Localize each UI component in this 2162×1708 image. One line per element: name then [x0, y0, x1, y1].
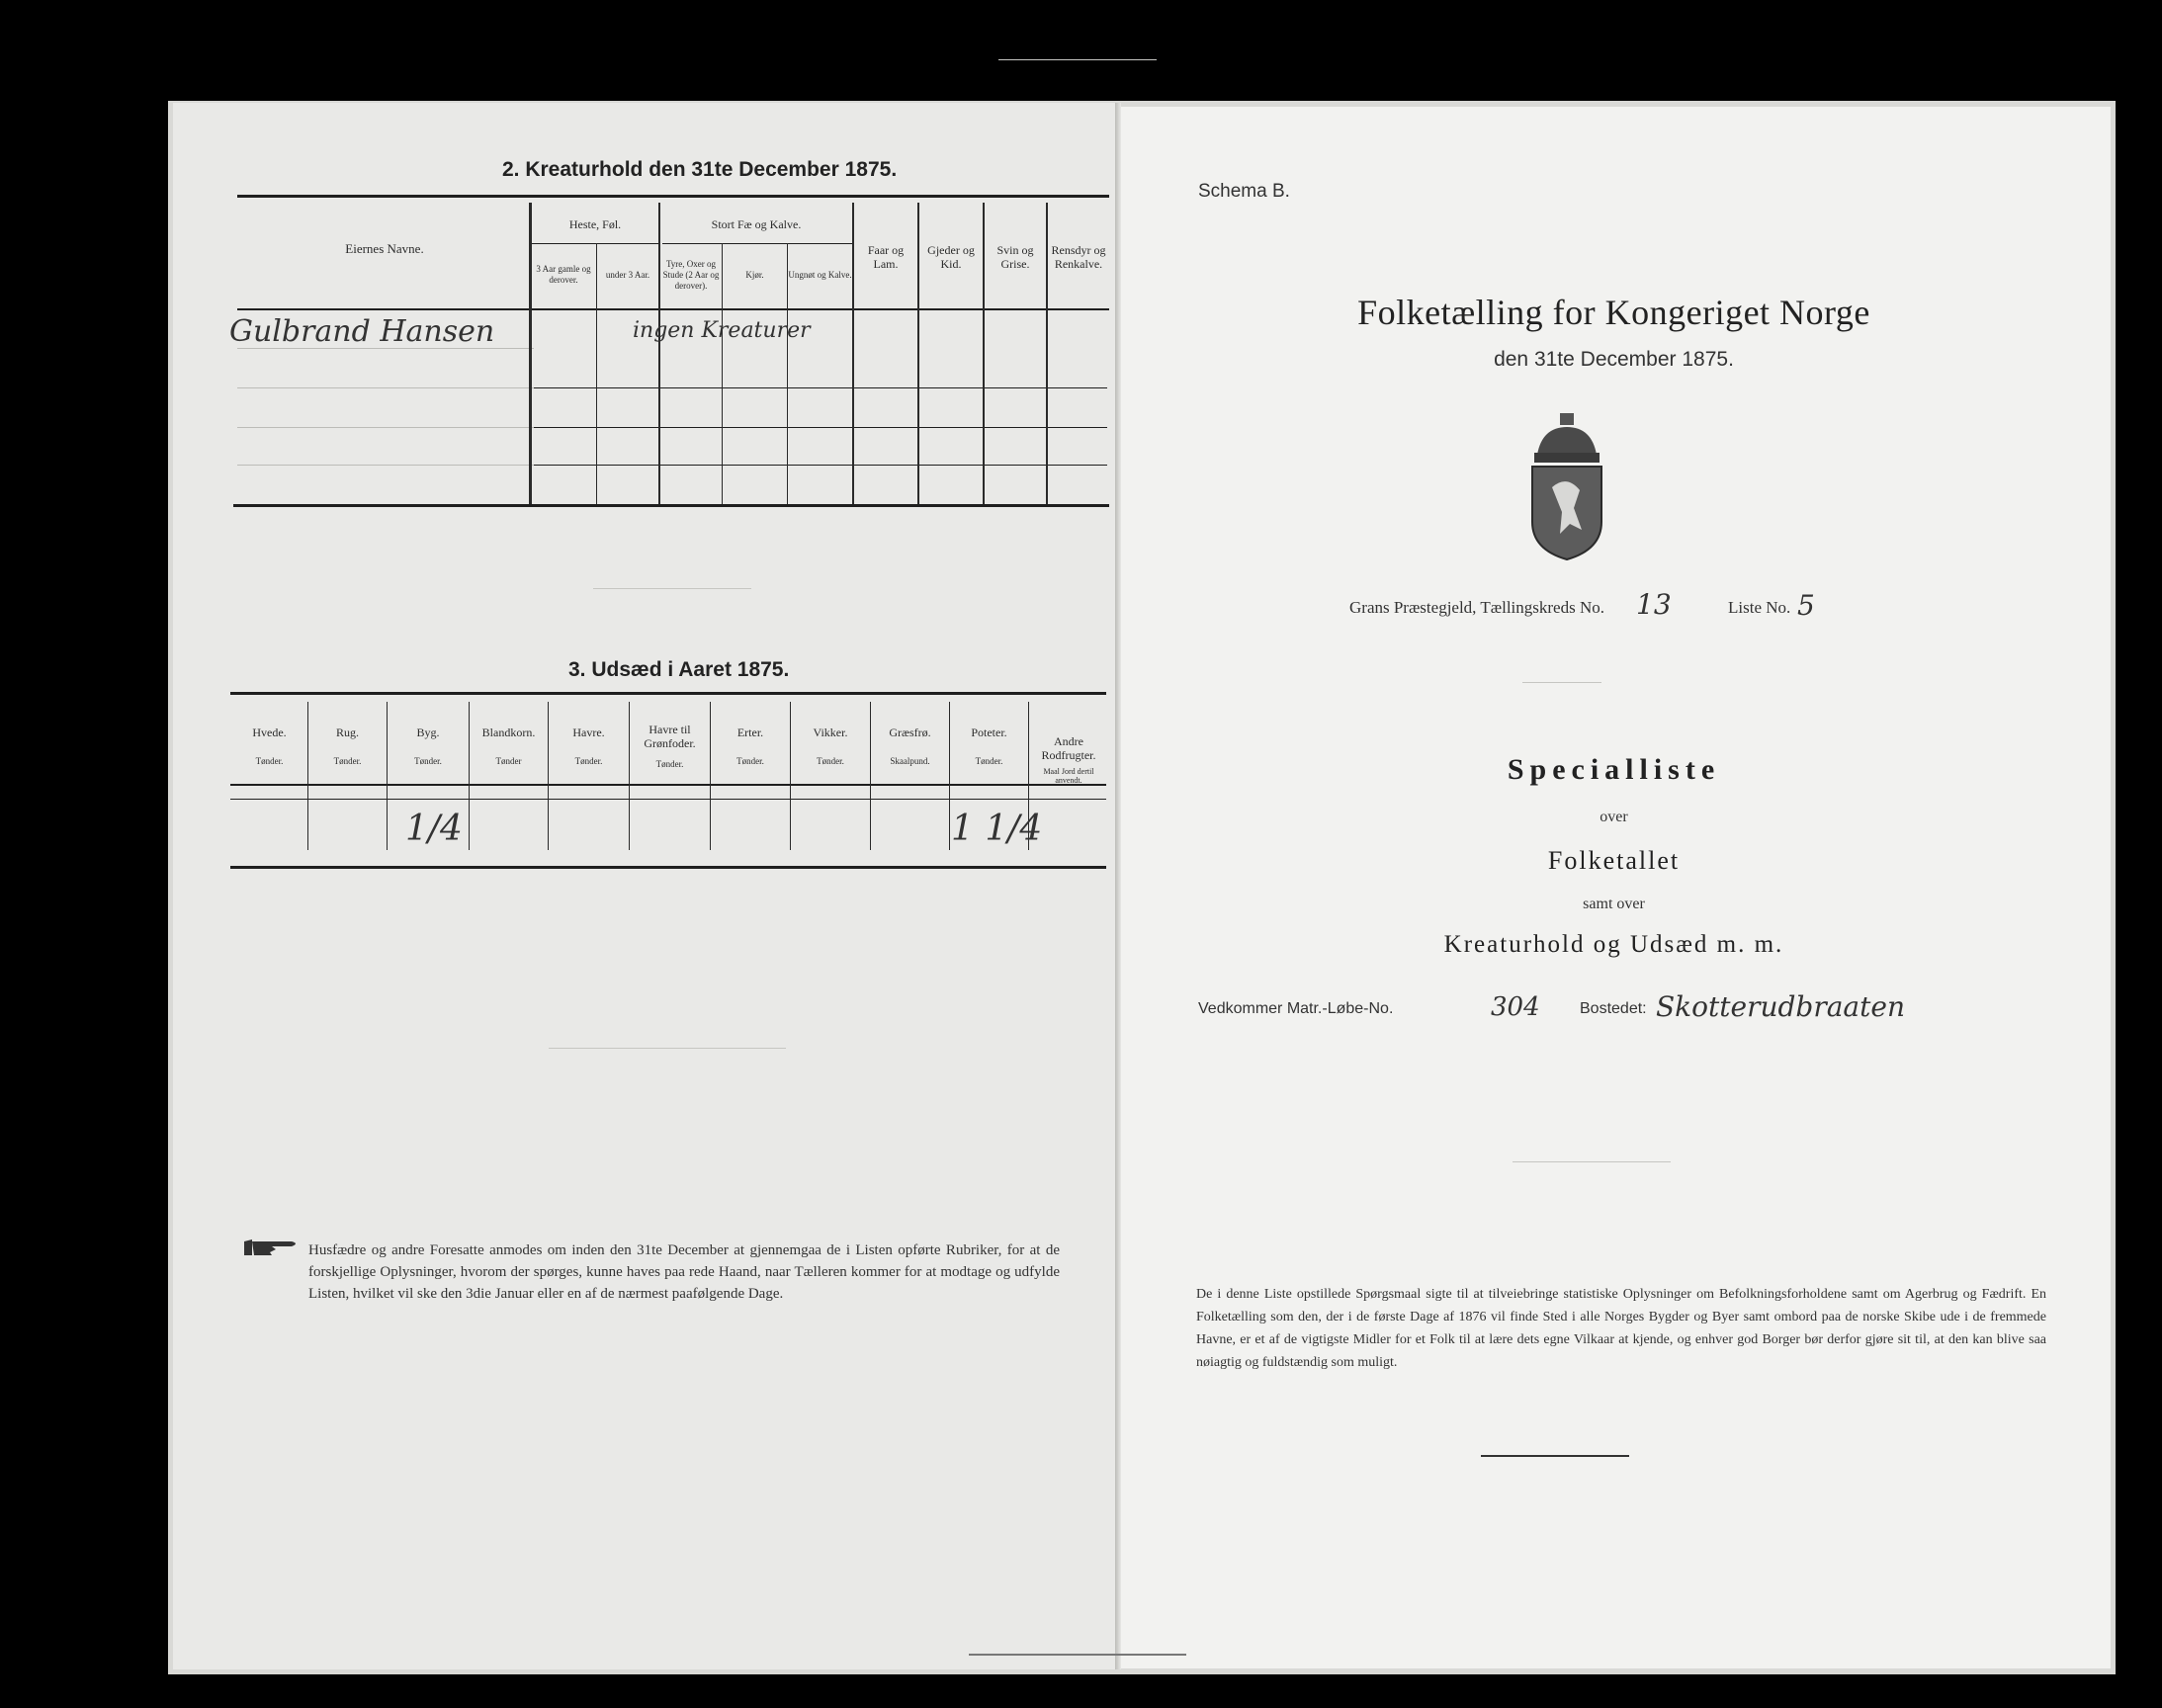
udsaed-col-name: Erter. — [736, 726, 764, 739]
group-heste-header: Heste, Føl. — [568, 217, 622, 231]
owner-name-entry: Gulbrand Hansen — [229, 314, 495, 349]
udsaed-col-name: Havre. — [572, 726, 605, 739]
bosted-label: Bostedet: — [1580, 1000, 1647, 1017]
livestock-entry-note: ingen Kreaturer — [633, 318, 811, 343]
heste-under-header: under 3 Aar. — [605, 269, 650, 280]
udsaed-col-name: Rug. — [335, 726, 359, 739]
liste-label: Liste No. — [1728, 598, 1791, 617]
intro-paragraph: De i denne Liste opstillede Spørgsmaal sigte til at tilveiebringe statistiske Oplysninger om Befolkningsforholdene samt om Agerbrug og Fædrift. En Folketælling som den, der i de første Dage af 1876 vil finde Sted i alle Norges Bygder og Byer samt ombord paa de norske Skibe ude i de fremmede Havne, er et af de vigtigste Midler for et Folk til at lære dets egne Vilkaar at kjende, og enhver god Borger bør derfor gjøre sit til, at den kan blive saa nøiagtig og fuldstændig som muligt. — [1196, 1287, 2046, 1370]
udsaed-col-name: Græsfrø. — [889, 726, 931, 739]
ghost-line — [593, 588, 751, 589]
poteter-value-entry: 1 1/4 — [951, 809, 1043, 849]
udsaed-col-unit: Tønder. — [333, 755, 362, 766]
folketallet-heading: Folketallet — [1547, 846, 1681, 875]
col-faar-header: Faar og Lam. — [867, 243, 905, 271]
main-title: Folketælling for Kongeriget Norge — [1357, 293, 1870, 332]
group-stort-header: Stort Fæ og Kalve. — [711, 217, 802, 231]
ghost-line — [1513, 1161, 1671, 1162]
kreaturhold-udsaed-heading: Kreaturhold og Udsæd m. m. — [1443, 931, 1784, 958]
stort-ungnot-header: Ungnøt og Kalve. — [788, 269, 852, 280]
bosted-value: Skotterudbraaten — [1656, 990, 1905, 1023]
udsaed-title: 3. Udsæd i Aaret 1875. — [568, 658, 790, 681]
byg-value-entry: 1/4 — [405, 809, 463, 849]
udsaed-col-unit: Tønder. — [655, 758, 684, 769]
matr-number: 304 — [1491, 992, 1540, 1022]
udsaed-col-name: Andre Rodfrugter. — [1041, 734, 1096, 762]
col-rensdyr-header: Rensdyr og Renkalve. — [1051, 243, 1106, 271]
ghost-line — [549, 1048, 786, 1049]
schema-label: Schema B. — [1198, 181, 1290, 202]
udsaed-col-name: Hvede. — [252, 726, 287, 739]
udsaed-col-unit: Tønder. — [574, 755, 603, 766]
kreaturhold-title: 2. Kreaturhold den 31te December 1875. — [502, 158, 898, 181]
udsaed-col-name: Vikker. — [813, 726, 848, 739]
col-svin-header: Svin og Grise. — [996, 243, 1034, 271]
udsaed-col-name: Poteter. — [971, 726, 1007, 739]
notice-text: Husfædre og andre Foresatte anmodes om inden den 31te December at gjennemgaa de i Listen opførte Rubriker, for at de forskjellige Oplysninger, hvorom der spørges, kunne haves paa rede Haand, naar Tælleren kommer for at modtage og udfylde Listen, hvilket vil ske den 3die Januar eller en af de nærmest paafølgende Dage. — [308, 1242, 1060, 1302]
page-fold — [1115, 103, 1121, 1669]
ghost-line — [1522, 682, 1601, 683]
udsaed-col-name: Blandkorn. — [481, 726, 536, 739]
heste-3aar-header: 3 Aar gamle og derover. — [536, 264, 591, 285]
stort-tyre-header: Tyre, Oxer og Stude (2 Aar og derover). — [662, 258, 720, 291]
stort-kjor-header: Kjør. — [745, 269, 764, 280]
col-gjeder-header: Gjeder og Kid. — [927, 243, 975, 271]
matr-label: Vedkommer Matr.-Løbe-No. — [1198, 1000, 1394, 1017]
bottom-scratch — [969, 1654, 1186, 1656]
coat-of-arms-icon — [1522, 413, 1611, 566]
udsaed-col-unit: Tønder. — [255, 755, 284, 766]
right-page — [1117, 107, 2111, 1668]
udsaed-col-unit: Tønder. — [975, 755, 1003, 766]
kreds-number: 13 — [1636, 588, 1672, 621]
udsaed-col-name: Byg. — [416, 726, 440, 739]
over-text: over — [1600, 809, 1628, 825]
udsaed-col-unit: Tønder. — [817, 755, 844, 766]
udsaed-col-name: Havre til Grønfoder. — [644, 723, 696, 750]
ghost-line — [998, 59, 1157, 60]
udsaed-col-unit: Tønder. — [414, 755, 442, 766]
udsaed-col-unit: Tønder. — [736, 755, 764, 766]
specialliste-heading: Specialliste — [1507, 753, 1721, 786]
pointing-hand-icon — [242, 1236, 302, 1264]
col-owner-header: Eiernes Navne. — [345, 241, 424, 256]
census-date: den 31te December 1875. — [1494, 348, 1734, 371]
liste-number: 5 — [1797, 589, 1815, 622]
prestegjeld-label: Grans Præstegjeld, Tællingskreds No. — [1349, 598, 1604, 617]
closing-rule — [1481, 1455, 1629, 1457]
samt-over-text: samt over — [1583, 896, 1645, 912]
udsaed-col-unit: Maal Jord dertil anvendt. — [1043, 767, 1094, 785]
udsaed-col-unit: Skaalpund. — [890, 755, 930, 766]
udsaed-col-unit: Tønder — [495, 755, 522, 766]
